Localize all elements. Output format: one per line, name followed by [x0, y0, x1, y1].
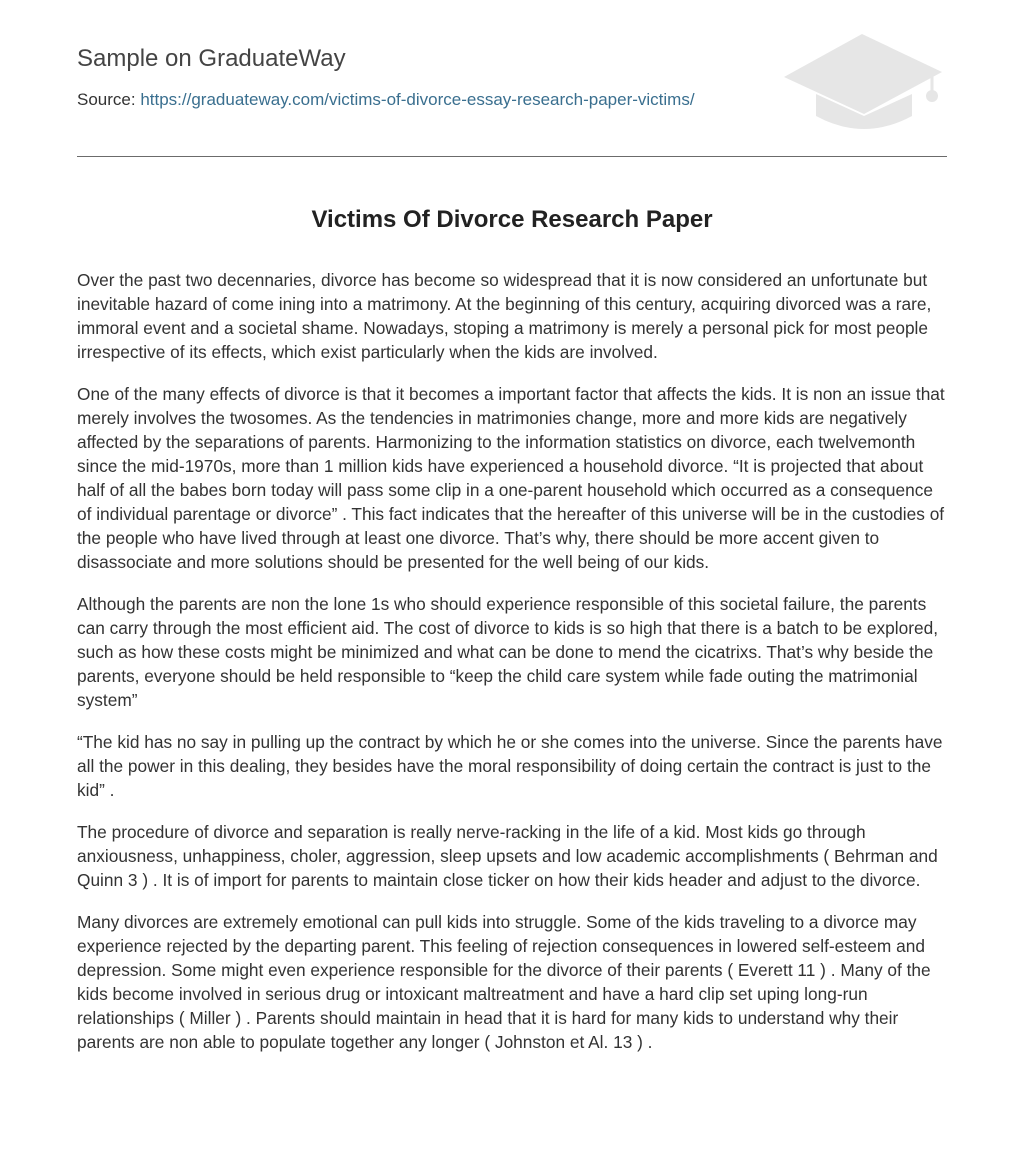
paragraph: Many divorces are extremely emotional can pull kids into struggle. Some of the kids traveling to a divorce may experience rejected by the departing parent. This feeling of rejection consequences in lowered self-esteem and depression. Some might even experience responsible for the divorce of their parents ( Everett 11 ) . Many of the kids become involved in serious drug or intoxicant maltreatment and have a hard clip set uping long-run relationships ( Miller ) . Parents should maintain in head that it is hard for many kids to understand why their parents are non able to populate together any longer ( Johnston et Al. 13 ) .: [77, 912, 931, 1052]
source-label: Source:: [77, 90, 136, 109]
paragraph: The procedure of divorce and separation is really nerve-racking in the life of a kid. Most kids go through anxiousness, unhappiness, choler, aggression, sleep upsets and low academic accomplishments ( Behrman and Quinn 3 ) . It is of import for parents to maintain close ticker on how their kids header and adjust to the divorce.: [77, 822, 938, 890]
page-header: [77, 0, 947, 157]
paragraph: Although the parents are non the lone 1s who should experience responsible of this societal failure, the parents can carry through the most efficient aid. The cost of divorce to kids is so high that there is a batch to be explored, such as how these costs might be minimized and what can be done to mend the cicatrixs. That’s why beside the parents, everyone should be held responsible to “keep the child care system while fade outing the matrimonial system”: [77, 594, 939, 710]
paragraph: One of the many effects of divorce is that it becomes a important factor that affects the kids. It is non an issue that merely involves the twosomes. As the tendencies in matrimonies change, more and more kids are negatively affected by the separations of parents. Harmonizing to the information statistics on divorce, each twelvemonth since the mid-1970s, more than 1 million kids have experienced a household divorce. “It is projected that about half of all the babes born today will pass some clip in a one-parent household which occurred as a consequence of individual parentage or divorce” . This fact indicates that the hereafter of this universe will be in the custodies of the people who have lived through at least one divorce. That’s why, there should be more accent given to disassociate and more solutions should be presented for the well being of our kids.: [77, 384, 945, 572]
paragraph: Over the past two decennaries, divorce has become so widespread that it is now considered an unfortunate but inevitable hazard of come ining into a matrimony. At the beginning of this century, acquiring divorced was a rare, immoral event and a societal shame. Nowadays, stoping a matrimony is merely a personal pick for most people irrespective of its effects, which exist particularly when the kids are involved.: [77, 270, 932, 362]
article-title: Victims Of Divorce Research Paper: [311, 206, 713, 233]
graduation-cap-icon: [780, 30, 948, 134]
paragraph: “The kid has no say in pulling up the contract by which he or she comes into the universe. Since the parents have all the power in this dealing, they besides have the moral responsibility of doing certain the contract is just to the kid” .: [77, 732, 943, 800]
site-name: Sample on GraduateWay: [77, 45, 346, 72]
article-body: [77, 268, 949, 1072]
source-link[interactable]: https://graduateway.com/victims-of-divorce-essay-research-paper-victims/: [140, 90, 695, 109]
source-line: [77, 89, 695, 111]
